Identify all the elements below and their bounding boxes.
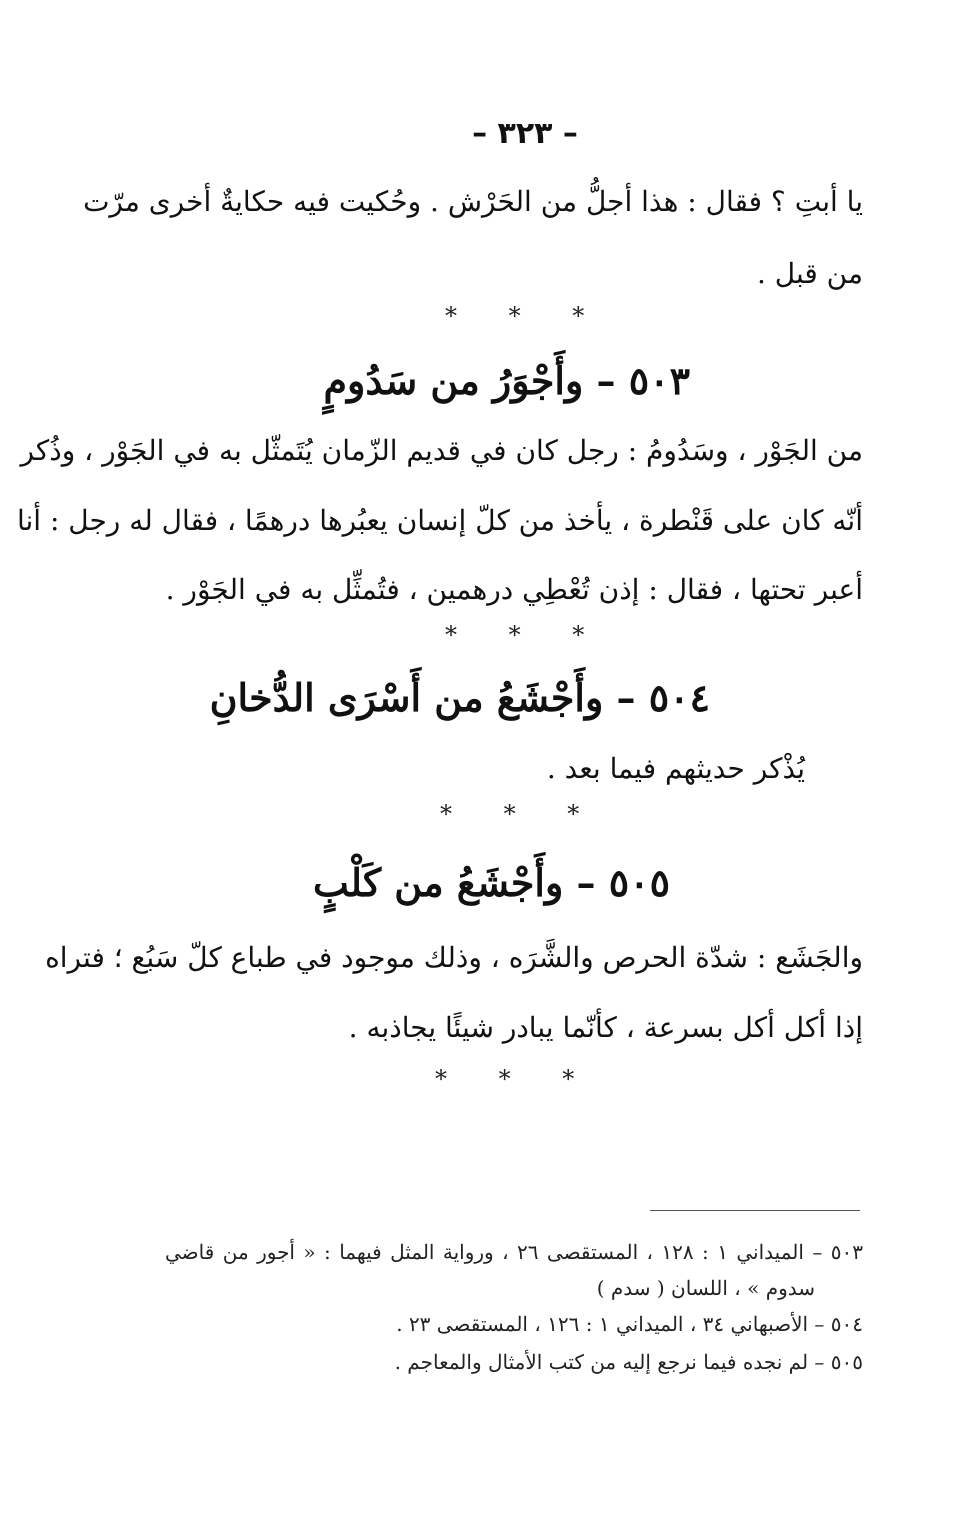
separator-stars-3: * * * — [440, 800, 602, 828]
footnote-504: ٥٠٤ – الأصبهاني ٣٤ ، الميداني ١ : ١٢٦ ، المستقصى ٢٣ . — [396, 1312, 863, 1336]
entry-505-line-1: والجَشَع : شدّة الحرص والشَّرَه ، وذلك موجود في طباع كلّ سَبُع ؛ فتراه — [45, 941, 863, 974]
entry-503-line-1: من الجَوْر ، وسَدُومُ : رجل كان في قديم الزّمان يُتَمثّل به في الجَوْر ، وذُكر — [20, 434, 863, 467]
entry-503-line-3: أعبر تحتها ، فقال : إذن تُعْطِي درهمين ، فتُمثِّل به في الجَوْر . — [165, 573, 863, 606]
separator-stars-4: * * * — [435, 1065, 597, 1093]
separator-stars-2: * * * — [445, 621, 607, 649]
footnote-rule — [650, 1210, 860, 1211]
footnote-503-line-2: سدوم » ، اللسان ( سدم ) — [596, 1276, 815, 1300]
entry-505-line-2: إذا أكل أكل بسرعة ، كأنّما يبادر شيئًا يجاذبه . — [348, 1011, 863, 1044]
entry-heading-505: ٥٠٥ – وأَجْشَعُ من كَلْبٍ — [313, 860, 670, 905]
footnote-503-line-1: ٥٠٣ – الميداني ١ : ١٢٨ ، المستقصى ٢٦ ، ورواية المثل فيهما : « أجور من قاضي — [165, 1240, 863, 1264]
footnote-505: ٥٠٥ – لم نجده فيما نرجع إليه من كتب الأمثال والمعاجم . — [394, 1350, 863, 1374]
intro-line-1: يا أبتِ ؟ فقال : هذا أجلُّ من الحَرْش . وحُكيت فيه حكايةٌ أخرى مرّت — [83, 185, 863, 218]
entry-504-line-1: يُذْكر حديثهم فيما بعد . — [546, 752, 805, 785]
separator-stars-1: * * * — [445, 302, 607, 330]
intro-line-2: من قبل . — [756, 257, 863, 290]
page-number: – ٣٢٣ – — [472, 116, 578, 151]
entry-heading-503: ٥٠٣ – وأَجْوَرُ من سَدُومٍ — [323, 358, 690, 403]
entry-503-line-2: أنّه كان على قَنْطرة ، يأخذ من كلّ إنسان يعبُرها درهمًا ، فقال له رجل : أنا — [16, 504, 863, 537]
entry-heading-504: ٥٠٤ – وأَجْشَعُ من أَسْرَى الدُّخانِ — [209, 675, 710, 720]
